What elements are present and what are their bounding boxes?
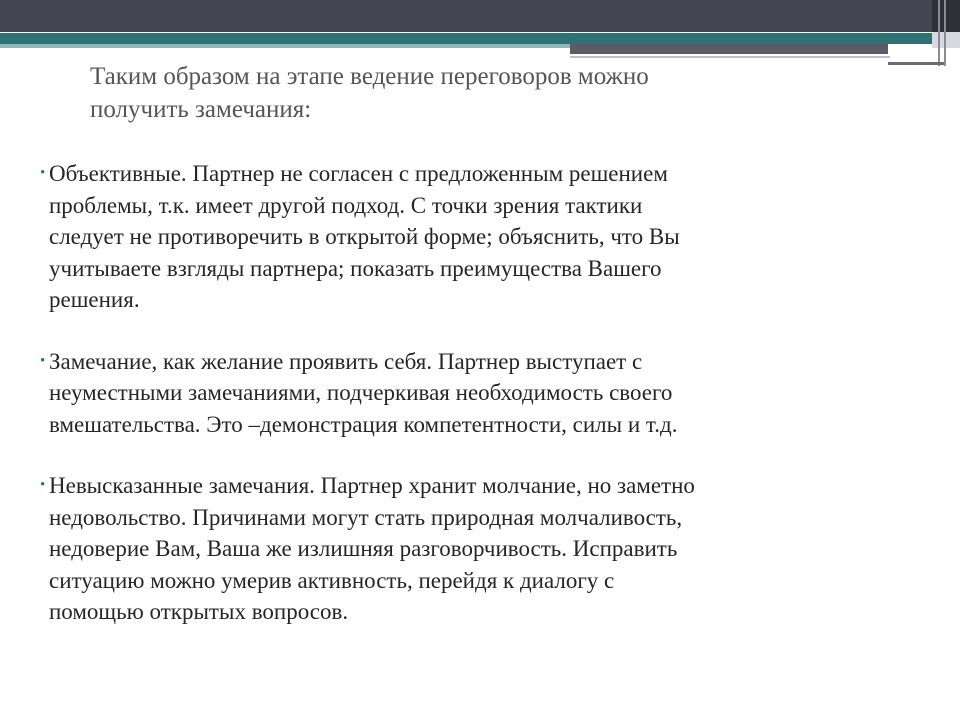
corner-light-block xyxy=(932,32,960,48)
bullet-line: недовольство. Причинами могут стать природная молчаливость, xyxy=(49,504,683,530)
bullet-line: вмешательства. Это –демонстрация компетентности, силы и т.д. xyxy=(49,411,678,437)
bullet-line: учитываете взгляды партнера; показать преимущества Вашего xyxy=(49,255,662,281)
bullet-line: помощью открытых вопросов. xyxy=(49,599,349,624)
corner-vertical-line xyxy=(944,0,946,66)
bullet-line: недоверие Вам, Ваша же излишняя разговорчивость. Исправить xyxy=(49,536,678,561)
header-gray-stripe xyxy=(570,44,888,54)
bullet-dot-icon: • xyxy=(40,165,46,181)
bullet-line: решения. xyxy=(49,287,140,312)
corner-dark-block xyxy=(932,0,960,32)
bullet-line: Невысказанные замечания. Партнер хранит молчание, но заметно xyxy=(49,473,695,498)
bullet-text xyxy=(49,470,920,628)
bullet-item-objective xyxy=(40,158,920,316)
bullet-line: проблемы, т.к. имеет другой подход. С точки зрения тактики xyxy=(49,192,643,218)
bullet-dot-icon: • xyxy=(40,352,46,369)
bullet-line: следует не противоречить в открытой форме; объяснить, что Вы xyxy=(49,224,680,249)
bullet-text xyxy=(49,158,920,316)
bullet-item-unspoken xyxy=(40,470,920,628)
bullet-list xyxy=(40,158,920,658)
bullet-line: Замечание, как желание проявить себя. Партнер выступает с xyxy=(49,348,643,374)
slide-title-line: Таким образом на этапе ведение переговоров можно xyxy=(90,63,649,90)
slide-title-line: получить замечания: xyxy=(90,96,312,123)
bullet-line: неуместными замечаниями, подчеркивая необходимость своего xyxy=(49,380,673,405)
corner-vertical-line xyxy=(938,0,940,66)
slide-title xyxy=(90,60,850,126)
bullet-line: Объективные. Партнер не согласен с предложенным решением xyxy=(49,161,668,186)
corner-foot-line xyxy=(888,62,944,65)
bullet-line: ситуацию можно умерив активность, перейдя к диалогу с xyxy=(49,567,615,593)
bullet-item-self-expression xyxy=(40,346,920,441)
header-dark-bar xyxy=(0,0,932,32)
header-teal-underline xyxy=(0,44,570,48)
header-thin-line xyxy=(570,56,890,58)
header-teal-stripe xyxy=(0,33,932,44)
bullet-text xyxy=(49,346,920,441)
bullet-dot-icon: • xyxy=(40,477,46,493)
